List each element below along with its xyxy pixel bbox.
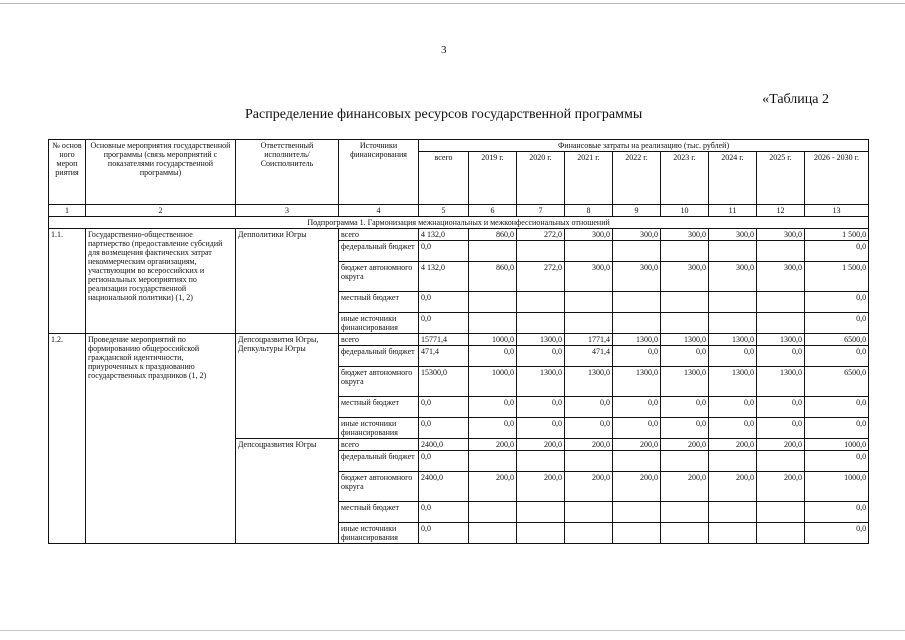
amount-cell [709, 241, 757, 262]
amount-cell [709, 313, 757, 334]
amount-cell: 4 132,0 [419, 262, 469, 292]
amount-cell [661, 502, 709, 523]
amount-cell: 0,0 [565, 397, 613, 418]
amount-cell: 0,0 [805, 451, 869, 472]
funding-source: иные источники финансирования [339, 313, 419, 334]
amount-cell: 0,0 [419, 502, 469, 523]
header-year: 2025 г. [757, 152, 805, 205]
amount-cell [757, 523, 805, 544]
amount-cell: 0,0 [613, 418, 661, 439]
amount-cell: 300,0 [757, 229, 805, 241]
amount-cell: 1300,0 [565, 367, 613, 397]
amount-cell: 15300,0 [419, 367, 469, 397]
amount-cell: 272,0 [517, 229, 565, 241]
amount-cell: 200,0 [757, 439, 805, 451]
amount-cell: 0,0 [805, 346, 869, 367]
amount-cell: 200,0 [709, 439, 757, 451]
amount-cell [565, 523, 613, 544]
column-number: 7 [517, 205, 565, 217]
column-number: 8 [565, 205, 613, 217]
funding-source: федеральный бюджет [339, 241, 419, 262]
amount-cell [757, 502, 805, 523]
amount-cell: 200,0 [709, 472, 757, 502]
amount-cell: 200,0 [517, 472, 565, 502]
funding-source: федеральный бюджет [339, 346, 419, 367]
amount-cell [757, 451, 805, 472]
amount-cell: 0,0 [419, 292, 469, 313]
amount-cell: 200,0 [757, 472, 805, 502]
amount-cell: 0,0 [805, 418, 869, 439]
column-number: 6 [469, 205, 517, 217]
responsible-executor: Депсоцразвития Югры, Депкультуры Югры [236, 334, 339, 439]
scan-bottom-edge [0, 630, 905, 631]
amount-cell: 0,0 [709, 397, 757, 418]
amount-cell: 1300,0 [661, 367, 709, 397]
amount-cell: 0,0 [661, 397, 709, 418]
header-num: № основ ного мероп риятия [49, 140, 86, 205]
amount-cell [709, 523, 757, 544]
amount-cell: 1 500,0 [805, 262, 869, 292]
funding-source: местный бюджет [339, 397, 419, 418]
amount-cell [517, 241, 565, 262]
amount-cell: 200,0 [613, 472, 661, 502]
amount-cell: 860,0 [469, 229, 517, 241]
header-sources: Источники финансирования [339, 140, 419, 205]
funding-source: бюджет автономного округа [339, 262, 419, 292]
amount-cell: 1300,0 [757, 334, 805, 346]
amount-cell: 0,0 [805, 397, 869, 418]
amount-cell: 300,0 [661, 262, 709, 292]
amount-cell [517, 451, 565, 472]
amount-cell: 0,0 [469, 397, 517, 418]
column-number: 4 [339, 205, 419, 217]
column-number: 3 [236, 205, 339, 217]
amount-cell: 300,0 [613, 229, 661, 241]
header-financial: Финансовые затраты на реализацию (тыс. рублей) [419, 140, 869, 152]
amount-cell: 15771,4 [419, 334, 469, 346]
activity-number: 1.2. [49, 334, 86, 544]
amount-cell [469, 292, 517, 313]
amount-cell: 1771,4 [565, 334, 613, 346]
amount-cell [469, 313, 517, 334]
header-responsible: Ответственный исполнитель/ Соисполнитель [236, 140, 339, 205]
amount-cell [565, 313, 613, 334]
amount-cell: 300,0 [565, 229, 613, 241]
amount-cell: 0,0 [419, 451, 469, 472]
amount-cell: 0,0 [419, 523, 469, 544]
amount-cell: 0,0 [419, 418, 469, 439]
amount-cell: 300,0 [709, 262, 757, 292]
amount-cell [469, 523, 517, 544]
amount-cell: 471,4 [419, 346, 469, 367]
amount-cell: 0,0 [469, 346, 517, 367]
amount-cell: 0,0 [757, 397, 805, 418]
amount-cell: 0,0 [757, 418, 805, 439]
header-year: 2021 г. [565, 152, 613, 205]
amount-cell: 1000,0 [469, 367, 517, 397]
amount-cell [613, 313, 661, 334]
amount-cell: 1300,0 [709, 367, 757, 397]
amount-cell: 200,0 [469, 472, 517, 502]
amount-cell: 1 500,0 [805, 229, 869, 241]
amount-cell [709, 451, 757, 472]
amount-cell: 1300,0 [517, 367, 565, 397]
amount-cell: 0,0 [419, 313, 469, 334]
amount-cell: 0,0 [517, 397, 565, 418]
header-year: 2024 г. [709, 152, 757, 205]
amount-cell: 1000,0 [805, 439, 869, 451]
document-title: Распределение финансовых ресурсов государственной программы [245, 107, 643, 122]
header-year: 2023 г. [661, 152, 709, 205]
amount-cell: 200,0 [517, 439, 565, 451]
amount-cell: 1300,0 [613, 334, 661, 346]
funding-source: иные источники финансирования [339, 523, 419, 544]
amount-cell [661, 241, 709, 262]
table-row [49, 334, 869, 346]
amount-cell [469, 451, 517, 472]
funding-source: всего [339, 439, 419, 451]
amount-cell: 0,0 [419, 397, 469, 418]
amount-cell: 860,0 [469, 262, 517, 292]
amount-cell: 0,0 [805, 241, 869, 262]
funding-source: иные источники финансирования [339, 418, 419, 439]
amount-cell: 4 132,0 [419, 229, 469, 241]
activity-name: Государственно-общественное партнерство (предоставление субсидий для возмещения фактических затрат некоммерческим организациям, участвующим во всероссийских и региональных мероприятиях по реализации государственной национальной политики) (1, 2) [86, 229, 236, 334]
funding-source: федеральный бюджет [339, 451, 419, 472]
amount-cell: 0,0 [709, 418, 757, 439]
amount-cell [517, 292, 565, 313]
amount-cell [565, 241, 613, 262]
amount-cell: 200,0 [613, 439, 661, 451]
column-number: 12 [757, 205, 805, 217]
amount-cell: 0,0 [661, 346, 709, 367]
amount-cell: 200,0 [661, 439, 709, 451]
funding-source: местный бюджет [339, 502, 419, 523]
header-year: всего [419, 152, 469, 205]
header-year: 2019 г. [469, 152, 517, 205]
amount-cell: 1300,0 [709, 334, 757, 346]
column-number: 2 [86, 205, 236, 217]
amount-cell: 272,0 [517, 262, 565, 292]
amount-cell: 1000,0 [805, 472, 869, 502]
amount-cell [709, 502, 757, 523]
header-year: 2022 г. [613, 152, 661, 205]
responsible-executor: Депсоцразвития Югры [236, 439, 339, 544]
amount-cell [565, 502, 613, 523]
amount-cell: 0,0 [805, 502, 869, 523]
amount-cell: 2400,0 [419, 472, 469, 502]
column-number: 1 [49, 205, 86, 217]
table-row [49, 229, 869, 241]
amount-cell: 1000,0 [469, 334, 517, 346]
amount-cell [709, 292, 757, 313]
amount-cell: 200,0 [469, 439, 517, 451]
amount-cell: 200,0 [565, 472, 613, 502]
amount-cell: 0,0 [661, 418, 709, 439]
amount-cell: 0,0 [613, 397, 661, 418]
amount-cell [613, 523, 661, 544]
column-number: 10 [661, 205, 709, 217]
column-number: 5 [419, 205, 469, 217]
amount-cell: 0,0 [709, 346, 757, 367]
finance-table [48, 139, 869, 544]
amount-cell [565, 451, 613, 472]
amount-cell [661, 313, 709, 334]
amount-cell: 0,0 [419, 241, 469, 262]
funding-source: бюджет автономного округа [339, 367, 419, 397]
amount-cell: 300,0 [613, 262, 661, 292]
amount-cell: 0,0 [565, 418, 613, 439]
subprogram-title: Подпрограмма 1. Гармонизация межнациональных и межконфессиональных отношений [49, 217, 869, 229]
amount-cell: 0,0 [805, 523, 869, 544]
page-number: 3 [441, 44, 447, 56]
header-year: 2020 г. [517, 152, 565, 205]
header-activities: Основные мероприятия государственной программы (связь мероприятий с показателями государственной программы) [86, 140, 236, 205]
amount-cell: 0,0 [805, 313, 869, 334]
amount-cell: 6500,0 [805, 367, 869, 397]
amount-cell: 2400,0 [419, 439, 469, 451]
amount-cell [661, 292, 709, 313]
amount-cell: 300,0 [757, 262, 805, 292]
amount-cell: 1300,0 [661, 334, 709, 346]
activity-number: 1.1. [49, 229, 86, 334]
funding-source: местный бюджет [339, 292, 419, 313]
amount-cell: 200,0 [565, 439, 613, 451]
amount-cell: 300,0 [709, 229, 757, 241]
amount-cell [517, 502, 565, 523]
amount-cell [565, 292, 613, 313]
amount-cell [757, 292, 805, 313]
amount-cell: 0,0 [517, 346, 565, 367]
amount-cell: 200,0 [661, 472, 709, 502]
amount-cell: 300,0 [565, 262, 613, 292]
amount-cell [613, 502, 661, 523]
funding-source: всего [339, 334, 419, 346]
amount-cell: 0,0 [613, 346, 661, 367]
amount-cell: 0,0 [757, 346, 805, 367]
scan-top-edge [0, 3, 905, 4]
amount-cell: 0,0 [805, 292, 869, 313]
column-number: 13 [805, 205, 869, 217]
amount-cell: 300,0 [661, 229, 709, 241]
column-number: 11 [709, 205, 757, 217]
amount-cell: 1300,0 [757, 367, 805, 397]
column-number: 9 [613, 205, 661, 217]
amount-cell: 471,4 [565, 346, 613, 367]
amount-cell: 0,0 [469, 418, 517, 439]
funding-source: всего [339, 229, 419, 241]
amount-cell [661, 523, 709, 544]
amount-cell [757, 241, 805, 262]
amount-cell [517, 523, 565, 544]
amount-cell: 6500,0 [805, 334, 869, 346]
amount-cell [613, 292, 661, 313]
responsible-executor: Депполитики Югры [236, 229, 339, 334]
amount-cell [469, 502, 517, 523]
amount-cell [661, 451, 709, 472]
amount-cell [613, 241, 661, 262]
amount-cell [517, 313, 565, 334]
activity-name: Проведение мероприятий по формированию общероссийской гражданской идентичности, приуроченных к празднованию государственных праздников (1, 2) [86, 334, 236, 544]
amount-cell: 1300,0 [517, 334, 565, 346]
table-label: «Таблица 2 [762, 92, 829, 107]
amount-cell: 0,0 [517, 418, 565, 439]
amount-cell: 1300,0 [613, 367, 661, 397]
amount-cell [757, 313, 805, 334]
amount-cell [469, 241, 517, 262]
funding-source: бюджет автономного округа [339, 472, 419, 502]
header-year: 2026 - 2030 г. [805, 152, 869, 205]
amount-cell [613, 451, 661, 472]
